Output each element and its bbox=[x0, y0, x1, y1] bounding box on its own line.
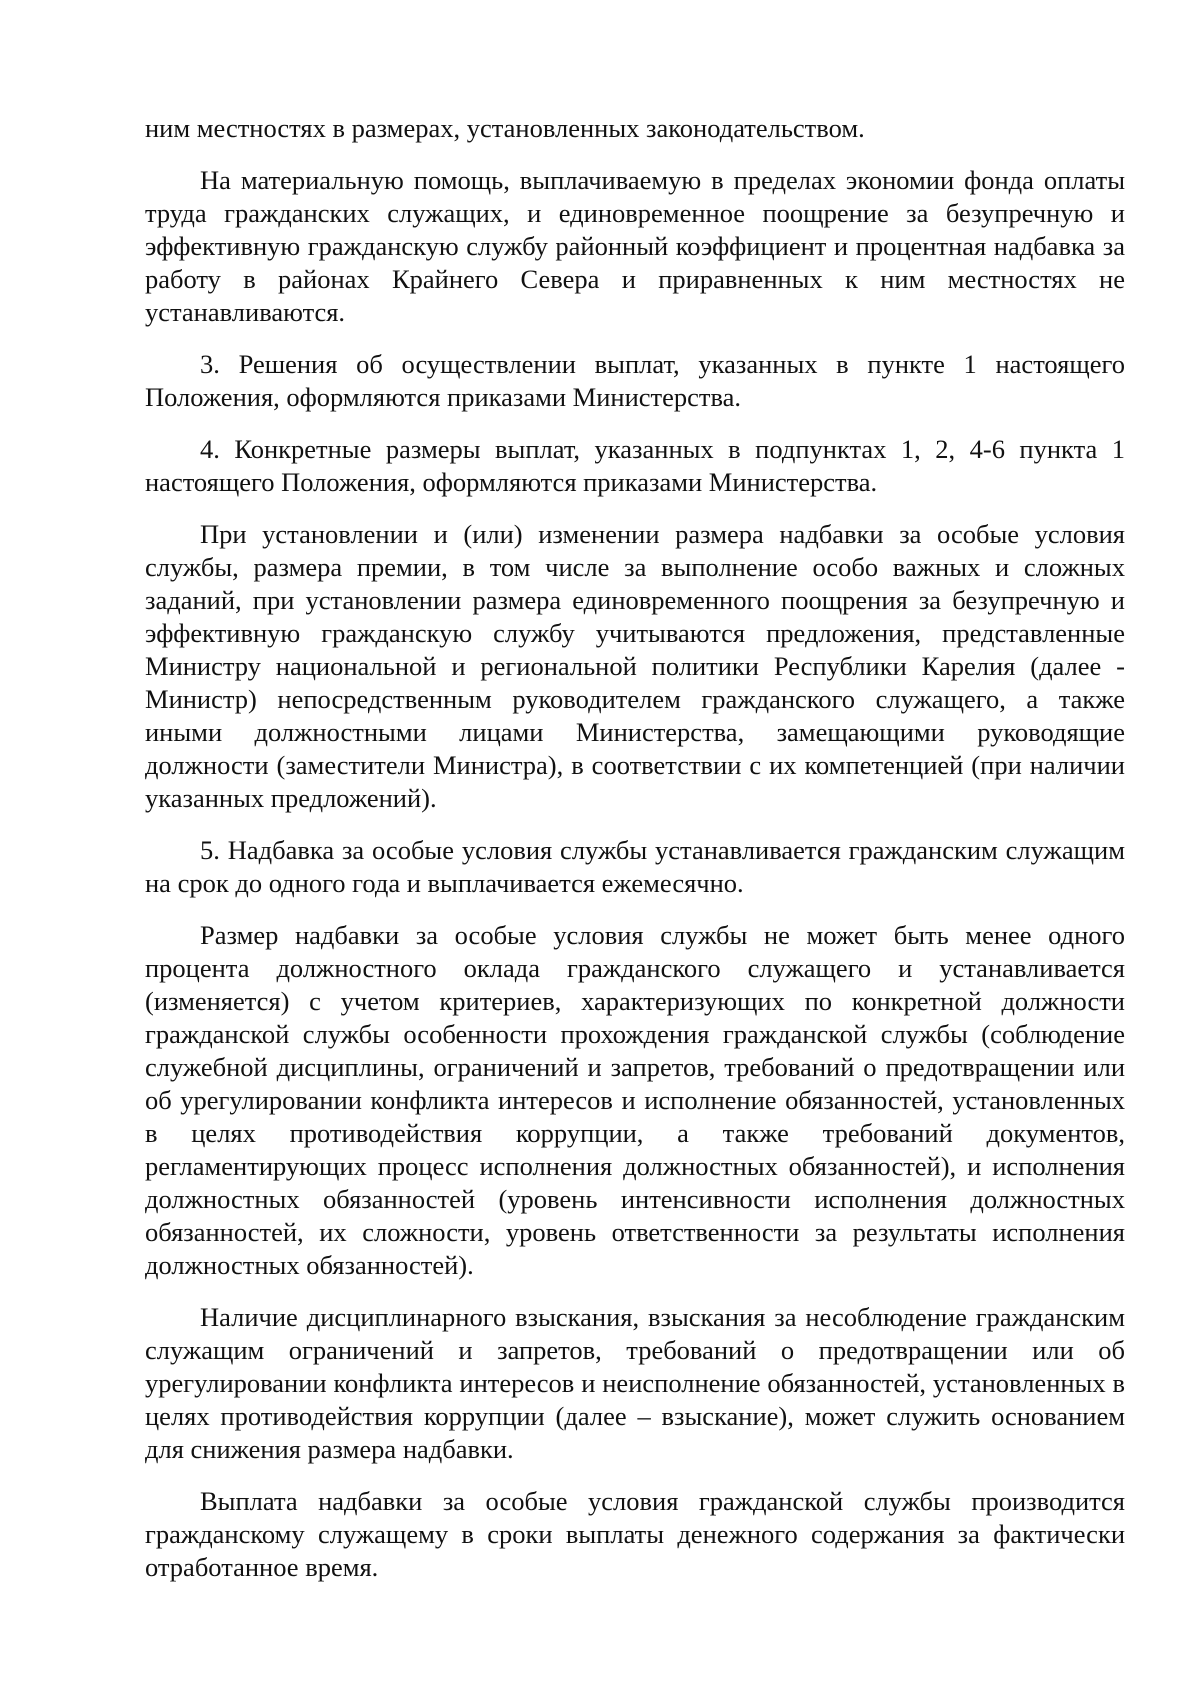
paragraph-allowance-size: Размер надбавки за особые условия службы не может быть менее одного процента должностного оклада гражданского служащего и устанавливается (изменяется) с учетом критериев, характеризующих по конкретной должности гражданской службы особенности прохождения гражданской службы (соблюдение служебной дисциплины, ограничений и запретов, требований о предотвращении или об урегулировании конфликта интересов и исполнение обязанностей, установленных в целях противодействия коррупции, а также требований документов, регламентирующих процесс исполнения должностных обязанностей), и исполнения должностных обязанностей (уровень интенсивности исполнения должностных обязанностей, их сложности, уровень ответственности за результаты исполнения должностных обязанностей). bbox=[145, 920, 1125, 1280]
paragraph-item-3: 3. Решения об осуществлении выплат, указанных в пункте 1 настоящего Положения, оформляются приказами Министерства. bbox=[145, 349, 1125, 412]
paragraph-item-4: 4. Конкретные размеры выплат, указанных в подпунктах 1, 2, 4-6 пункта 1 настоящего Положения, оформляются приказами Министерства. bbox=[145, 434, 1125, 497]
paragraph-disciplinary: Наличие дисциплинарного взыскания, взыскания за несоблюдение гражданским служащим ограничений и запретов, требований о предотвращении или об урегулировании конфликта интересов и неисполнение обязанностей, установленных в целях противодействия коррупции (далее – взыскание), может служить основанием для снижения размера надбавки. bbox=[145, 1302, 1125, 1464]
paragraph-continuation: ним местностях в размерах, установленных законодательством. bbox=[145, 113, 865, 143]
document-page bbox=[145, 112, 1125, 1603]
paragraph-payment: Выплата надбавки за особые условия гражданской службы производится гражданскому служащему в сроки выплаты денежного содержания за фактически отработанное время. bbox=[145, 1486, 1125, 1582]
paragraph-proposals: При установлении и (или) изменении размера надбавки за особые условия службы, размера премии, в том числе за выполнение особо важных и сложных заданий, при установлении размера единовременного поощрения за безупречную и эффективную гражданскую службу учитываются предложения, представленные Министру национальной и региональной политики Республики Карелия (далее - Министр) непосредственным руководителем гражданского служащего, а также иными должностными лицами Министерства, замещающими руководящие должности (заместители Министра), в соответствии с их компетенцией (при наличии указанных предложений). bbox=[145, 519, 1125, 813]
paragraph-item-5: 5. Надбавка за особые условия службы устанавливается гражданским служащим на срок до одного года и выплачивается ежемесячно. bbox=[145, 835, 1125, 898]
paragraph-material-aid: На материальную помощь, выплачиваемую в пределах экономии фонда оплаты труда гражданских служащих, и единовременное поощрение за безупречную и эффективную гражданскую службу районный коэффициент и процентная надбавка за работу в районах Крайнего Севера и приравненных к ним местностях не устанавливаются. bbox=[145, 165, 1125, 327]
